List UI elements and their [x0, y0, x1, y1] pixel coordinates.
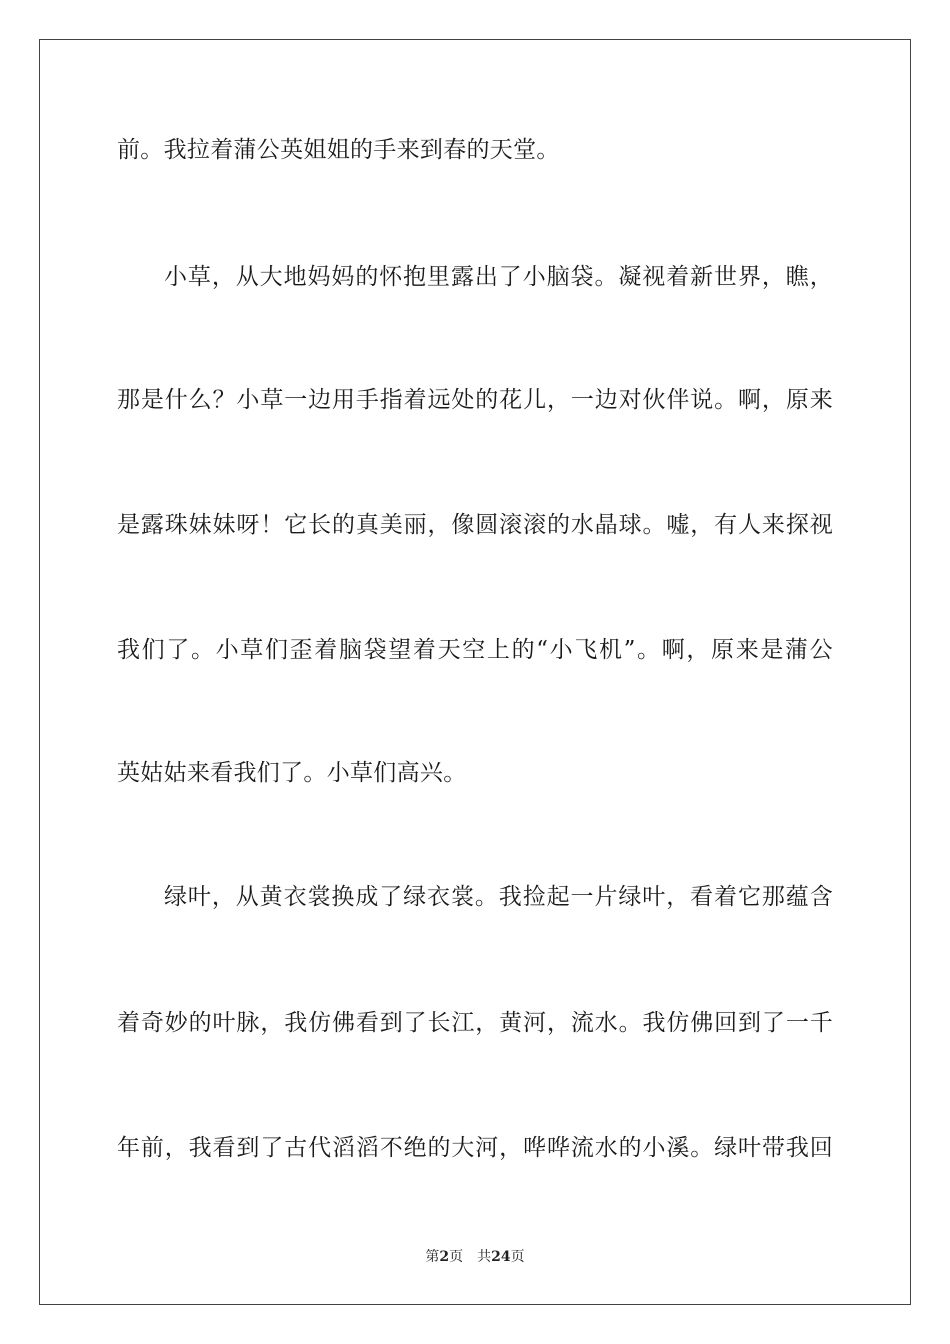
text-line-2: 小草，从大地妈妈的怀抱里露出了小脑袋。凝视着新世界，瞧， — [164, 264, 833, 290]
text-line-4: 是露珠妹妹呀！它长的真美丽，像圆滚滚的水晶球。嘘，有人来探视 — [117, 512, 833, 538]
text-line-6: 英姑姑来看我们了。小草们高兴。 — [117, 760, 467, 786]
page-suffix: 页 — [449, 1249, 464, 1265]
text-line-1: 前。我拉着蒲公英姐姐的手来到春的天堂。 — [117, 137, 560, 163]
total-prefix: 共 — [477, 1249, 492, 1265]
text-line-5: 我们了。小草们歪着脑袋望着天空上的“小飞机”。啊，原来是蒲公 — [117, 637, 833, 663]
text-line-7: 绿叶，从黄衣裳换成了绿衣裳。我捡起一片绿叶，看着它那蕴含 — [164, 884, 833, 910]
page-footer — [0, 1248, 950, 1266]
text-line-8: 着奇妙的叶脉，我仿佛看到了长江，黄河，流水。我仿佛回到了一千 — [117, 1010, 833, 1036]
text-line-9: 年前，我看到了古代滔滔不绝的大河，哗哗流水的小溪。绿叶带我回 — [117, 1135, 833, 1161]
total-suffix: 页 — [510, 1249, 525, 1265]
total-pages: 24 — [491, 1249, 511, 1265]
page-border — [39, 39, 911, 1305]
text-line-3: 那是什么？小草一边用手指着远处的花儿，一边对伙伴说。啊，原来 — [117, 387, 833, 413]
page-prefix: 第 — [425, 1249, 440, 1265]
page-number: 2 — [439, 1249, 450, 1265]
